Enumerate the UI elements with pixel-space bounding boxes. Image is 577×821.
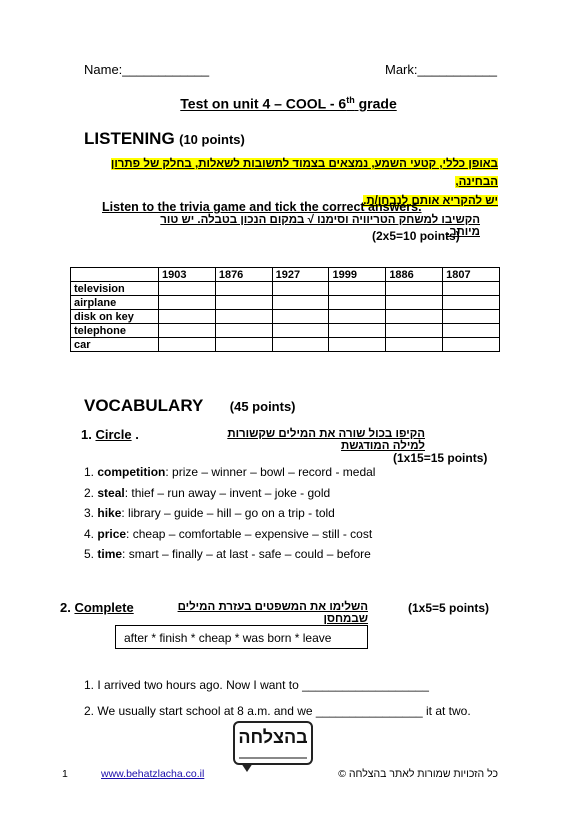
name-field: [84, 62, 209, 77]
tick-cell[interactable]: [443, 296, 500, 310]
q2-instruction-he: השלימו את המשפטים בעזרת המילים שבמחסן: [177, 601, 368, 625]
tick-cell[interactable]: [443, 310, 500, 324]
mark-label: Mark:: [385, 62, 418, 77]
table-row: [71, 296, 500, 310]
tick-cell[interactable]: [386, 282, 443, 296]
year-header: 1999: [329, 268, 386, 282]
logo-speech-tail: [241, 763, 253, 772]
tick-cell[interactable]: [272, 338, 329, 352]
word-bank: after * finish * cheap * was born * leave: [115, 625, 368, 649]
sentence-1: 1. I arrived two hours ago. Now I want to ___________________: [84, 678, 429, 692]
tick-cell[interactable]: [329, 338, 386, 352]
tick-cell[interactable]: [329, 296, 386, 310]
table-row: [71, 324, 500, 338]
tick-cell[interactable]: [329, 324, 386, 338]
tick-cell[interactable]: [329, 282, 386, 296]
q1-score: (1x15=15 points): [393, 451, 488, 465]
tick-cell[interactable]: [159, 282, 216, 296]
row-label: disk on key: [71, 310, 159, 324]
logo-underline: [239, 757, 307, 759]
table-header-row: [71, 268, 500, 282]
sentence-2: 2. We usually start school at 8 a.m. and we ________________ it at two.: [84, 704, 471, 718]
list-item: 4. price: cheap – comfortable – expensive – still - cost: [84, 527, 373, 541]
test-title: Test on unit 4 – COOL - 6th grade: [180, 95, 397, 112]
note-line-2: יש להקריא אותם לנבחן/ת.: [363, 195, 498, 207]
tick-cell[interactable]: [215, 282, 272, 296]
behatzlacha-logo: [233, 721, 313, 765]
listening-score: (2x5=10 points): [372, 229, 460, 243]
listening-instruction-en: Listen to the trivia game and tick the correct answers.: [102, 200, 422, 214]
table-row: [71, 338, 500, 352]
tick-cell[interactable]: [386, 296, 443, 310]
note-line-1: באופן כללי, קטעי השמע, נמצאים בצמוד לתשובות לשאלות, בחלק של פתרון הבחינה,: [110, 158, 498, 188]
mark-field: [385, 62, 497, 77]
row-label: telephone: [71, 324, 159, 338]
year-header: 1807: [443, 268, 500, 282]
vocabulary-heading: VOCABULARY (45 points): [84, 396, 296, 415]
q2-score: (1x5=5 points): [408, 601, 490, 615]
tick-cell[interactable]: [386, 310, 443, 324]
trivia-table: [70, 267, 500, 352]
list-item: 5. time: smart – finally – at last - safe – could – before: [84, 547, 371, 561]
tick-cell[interactable]: [159, 296, 216, 310]
year-header: 1927: [272, 268, 329, 282]
table-row: [71, 282, 500, 296]
tick-cell[interactable]: [159, 324, 216, 338]
page-number: 1: [62, 768, 68, 780]
list-item: 1. competition: prize – winner – bowl – record - medal: [84, 465, 376, 479]
name-label: Name:: [84, 62, 123, 77]
list-item: 2. steal: thief – run away – invent – joke - gold: [84, 486, 331, 500]
copyright-text: כל הזכויות שמורות לאתר בהצלחה ©: [338, 768, 498, 780]
tick-cell[interactable]: [272, 310, 329, 324]
tick-cell[interactable]: [272, 296, 329, 310]
table-corner-cell: [71, 268, 159, 282]
tick-cell[interactable]: [443, 282, 500, 296]
name-blank[interactable]: ____________: [122, 62, 210, 77]
year-header: 1886: [386, 268, 443, 282]
tick-cell[interactable]: [215, 338, 272, 352]
q1-label: 1. Circle .: [81, 427, 139, 442]
listening-heading: LISTENING (10 points): [84, 129, 245, 148]
tick-cell[interactable]: [159, 338, 216, 352]
tick-cell[interactable]: [443, 324, 500, 338]
tick-cell[interactable]: [215, 310, 272, 324]
tick-cell[interactable]: [386, 338, 443, 352]
q1-instruction-he: הקיפו בכול שורה את המילים שקשורות למילה המודגשת: [227, 428, 425, 452]
row-label: television: [71, 282, 159, 296]
mark-blank[interactable]: ___________: [417, 62, 498, 77]
tick-cell[interactable]: [443, 338, 500, 352]
row-label: car: [71, 338, 159, 352]
tick-cell[interactable]: [386, 324, 443, 338]
list-item: 3. hike: library – guide – hill – go on a trip - told: [84, 506, 335, 520]
tick-cell[interactable]: [215, 296, 272, 310]
site-link[interactable]: www.behatzlacha.co.il: [101, 768, 205, 780]
q2-label: 2. Complete: [60, 600, 134, 615]
row-label: airplane: [71, 296, 159, 310]
listening-instruction-he: הקשיבו למשחק הטריוויה וסימנו √ במקום הנכון בטבלה. יש טור מיותר.: [160, 214, 480, 238]
tick-cell[interactable]: [272, 324, 329, 338]
year-header: 1876: [215, 268, 272, 282]
tick-cell[interactable]: [215, 324, 272, 338]
year-header: 1903: [159, 268, 216, 282]
table-row: [71, 310, 500, 324]
tick-cell[interactable]: [329, 310, 386, 324]
tick-cell[interactable]: [159, 310, 216, 324]
logo-text: בהצלחה: [238, 727, 308, 747]
tick-cell[interactable]: [272, 282, 329, 296]
